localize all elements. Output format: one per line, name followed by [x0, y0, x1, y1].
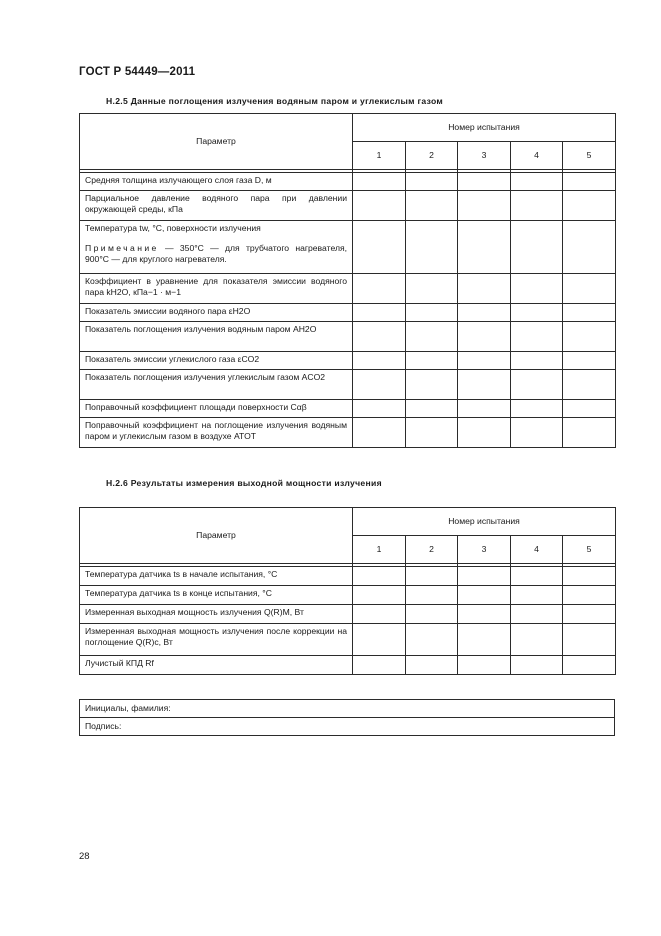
- column-header-parameter: Параметр: [80, 114, 353, 170]
- param-label: Показатель эмиссии водяного пара εH2O: [80, 304, 353, 322]
- test-number-2: 2: [406, 142, 458, 170]
- page-number: 28: [79, 851, 90, 862]
- table-row: [80, 304, 616, 322]
- param-label: Коэффициент в уравнение для показателя эмиссии водяного пара kH2O, кПа−1 · м−1: [80, 274, 353, 304]
- table-row: [80, 586, 616, 605]
- table-row: [80, 191, 616, 221]
- section-title-h25: Н.2.5 Данные поглощения излучения водяным паром и углекислым газом: [106, 96, 444, 106]
- section-title-h26: Н.2.6 Результаты измерения выходной мощности излучения: [106, 478, 382, 488]
- test-number-4: 4: [511, 536, 563, 564]
- test-number-4: 4: [511, 142, 563, 170]
- table-row: [80, 221, 616, 274]
- initials-field-label: Инициалы, фамилия:: [80, 700, 615, 718]
- document-number: ГОСТ Р 54449—2011: [79, 66, 196, 78]
- test-number-3: 3: [458, 536, 511, 564]
- note-label: Примечание: [85, 243, 159, 253]
- table-row: [80, 418, 616, 448]
- test-number-5: 5: [563, 142, 616, 170]
- param-label: Измеренная выходная мощность излучения после коррекции на поглощение Q(R)c, Вт: [80, 624, 353, 656]
- param-label: Температура датчика ts в начале испытания, °C: [80, 567, 353, 586]
- test-number-1: 1: [353, 536, 406, 564]
- signature-table: [79, 699, 615, 736]
- param-cell-temperature: [80, 221, 353, 274]
- param-label: Показатель поглощения излучения водяным паром AH2O: [80, 322, 353, 352]
- column-header-test-number: Номер испытания: [353, 114, 616, 142]
- table-row: [80, 352, 616, 370]
- param-note: [85, 243, 347, 265]
- param-label: Парциальное давление водяного пара при давлении окружающей среды, кПа: [80, 191, 353, 221]
- param-label: Показатель эмиссии углекислого газа εCO2: [80, 352, 353, 370]
- test-number-5: 5: [563, 536, 616, 564]
- table-row: [80, 400, 616, 418]
- table-row: [80, 567, 616, 586]
- test-number-2: 2: [406, 536, 458, 564]
- table-row: [80, 370, 616, 400]
- param-label: Измеренная выходная мощность излучения Q(R)M, Вт: [80, 605, 353, 624]
- column-header-test-number: Номер испытания: [353, 508, 616, 536]
- param-label: Температура датчика ts в конце испытания, °C: [80, 586, 353, 605]
- param-label: Средняя толщина излучающего слоя газа D, м: [80, 173, 353, 191]
- absorption-data-table: [79, 113, 616, 448]
- param-label: Лучистый КПД Rf: [80, 656, 353, 675]
- param-label: Температура tw, °C, поверхности излучения: [85, 223, 261, 233]
- table-row: [80, 173, 616, 191]
- table-row: [80, 656, 616, 675]
- table-row: [80, 624, 616, 656]
- column-header-parameter: Параметр: [80, 508, 353, 564]
- param-label: Поправочный коэффициент на поглощение излучения водяным паром и углекислым газом в воздухе ATOT: [80, 418, 353, 448]
- param-label: Показатель поглощения излучения углекислым газом ACO2: [80, 370, 353, 400]
- test-number-1: 1: [353, 142, 406, 170]
- test-number-3: 3: [458, 142, 511, 170]
- note-text: — 350°C — для трубчатого нагревателя, 900°C — для круглого нагревателя.: [85, 243, 347, 264]
- param-label: Поправочный коэффициент площади поверхности Cαβ: [80, 400, 353, 418]
- power-output-table: [79, 507, 616, 675]
- table-row: [80, 322, 616, 352]
- signature-field-label: Подпись:: [80, 718, 615, 736]
- table-row: [80, 274, 616, 304]
- table-row: [80, 605, 616, 624]
